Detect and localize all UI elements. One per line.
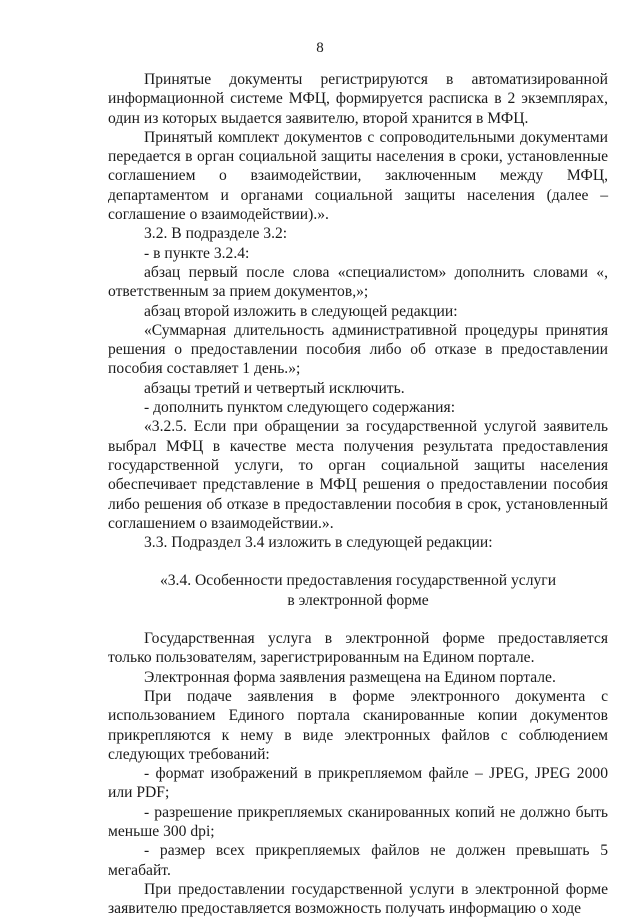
paragraph: При подаче заявления в форме электронного документа с использованием Единого портала сканированные копии документов прикрепляются к нему в виде электронных файлов с соблюдением следующих требований:: [108, 687, 608, 763]
paragraph: абзацы третий и четвертый исключить.: [144, 379, 405, 397]
paragraph: 3.2. В подразделе 3.2:: [144, 225, 288, 243]
paragraph: Принятый комплект документов с сопроводительными документами передается в орган социальной защиты населения в сроки, установленные соглашением о взаимодействии, заключенным между МФЦ, департаментом и органами социальной защиты населения (далее – соглашение о взаимодействии).».: [108, 128, 608, 224]
paragraph: абзац второй изложить в следующей редакции:: [144, 302, 458, 320]
paragraph: - дополнить пунктом следующего содержания:: [144, 399, 456, 417]
paragraph: При предоставлении государственной услуги в электронной форме заявителю предоставляется возможность получать информацию о ходе: [108, 880, 608, 918]
paragraph: Принятые документы регистрируются в автоматизированной информационной системе МФЦ, формируется расписка в 2 экземплярах, один из которых выдается заявителю, второй хранится в МФЦ.: [108, 71, 608, 127]
paragraph: абзац первый после слова «специалистом» дополнить словами «, ответственным за прием документов,»;: [108, 263, 608, 301]
paragraph: - в пункте 3.2.4:: [144, 244, 250, 262]
paragraph: - размер всех прикрепляемых файлов не должен превышать 5 мегабайт.: [108, 842, 608, 879]
document-body: [108, 70, 608, 918]
page-number: 8: [316, 40, 324, 56]
paragraph: «Суммарная длительность административной процедуры принятия решения о предоставлении пособия либо об отказе в предоставлении пособия составляет 1 день.»;: [108, 321, 608, 378]
paragraph: - формат изображений в прикрепляемом файле – JPEG, JPEG 2000 или PDF;: [108, 765, 608, 802]
paragraph: 3.3. Подраздел 3.4 изложить в следующей редакции:: [144, 534, 493, 552]
paragraph: Электронная форма заявления размещена на Едином портале.: [144, 668, 556, 686]
paragraph: Государственная услуга в электронной форме предоставляется только пользователям, зарегистрированным на Едином портале.: [108, 630, 608, 667]
section-heading: [108, 571, 608, 610]
paragraph: - разрешение прикрепляемых сканированных копий не должно быть меньше 300 dpi;: [108, 803, 608, 840]
section-heading-line1: «3.4. Особенности предоставления государственной услуги: [159, 572, 557, 590]
section-heading-line2: в электронной форме: [287, 591, 429, 609]
paragraph: «3.2.5. Если при обращении за государственной услугой заявитель выбрал МФЦ в качестве места получения результата предоставления государственной услуги, то орган социальной защиты населения обеспечивает представление в МФЦ решения о предоставлении пособия либо решения об отказе в предоставлении пособия в срок, установленный соглашением о взаимодействии.».: [108, 418, 608, 532]
